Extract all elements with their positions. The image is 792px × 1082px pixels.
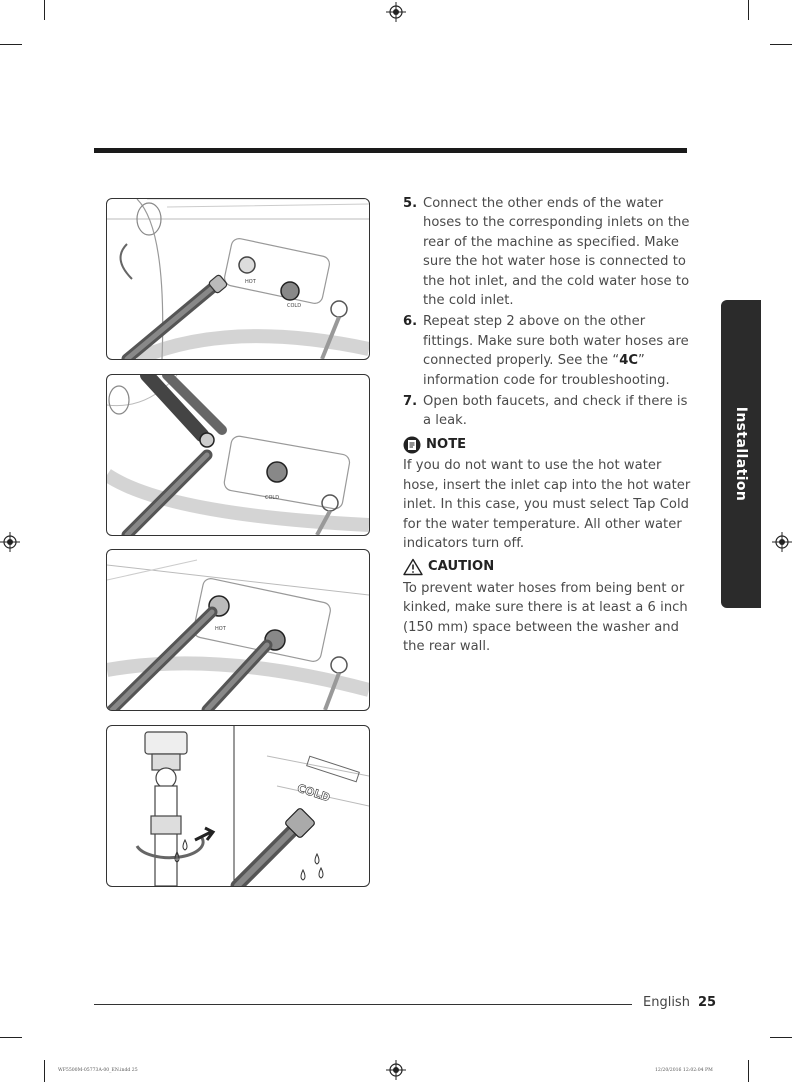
step-number: 6. [403, 314, 418, 330]
print-slug-file: WF5500M-05773A-00_EN.indd 25 [58, 1068, 138, 1073]
inlet-label-cold: COLD [265, 495, 280, 501]
crop-mark [44, 0, 45, 20]
crop-mark [748, 0, 749, 20]
step-text: Repeat step 2 above on the other fittings. Make sure both water hoses are connected properly. See the “ [423, 314, 689, 369]
print-slug-date: 12/20/2016 12:02:04 PM [655, 1068, 713, 1073]
figure-tighten-pliers [106, 374, 370, 536]
figure-hose-connection [106, 198, 370, 360]
crop-mark [748, 1060, 749, 1082]
step-text: Open both faucets, and check if there is a leak. [423, 394, 688, 429]
step-text: ” information code for troubleshooting. [423, 353, 670, 388]
warning-triangle-icon [403, 558, 423, 576]
step-6 [403, 312, 693, 390]
step-number: 5. [403, 196, 418, 211]
inlet-label-cold: COLD [287, 303, 302, 309]
note-text: If you do not want to use the hot water hose, insert the inlet cap into the hot water inlet. In this case, you must select Tap Cold for the water temperature. All other water indicators turn off. [403, 458, 691, 551]
note-label: NOTE [426, 436, 467, 452]
caution-label: CAUTION [428, 559, 495, 575]
registration-mark-icon [386, 1060, 406, 1080]
header-rule [94, 148, 687, 153]
crop-mark [0, 44, 22, 45]
figure-both-hoses [106, 549, 370, 711]
figure-leak-check [106, 725, 370, 887]
step-number: 7. [403, 394, 418, 410]
instructions-column [403, 194, 693, 660]
registration-mark-icon [0, 532, 20, 552]
crop-mark [44, 1060, 45, 1082]
footer-language: English [643, 995, 690, 1010]
caution-heading [403, 557, 693, 576]
note-icon [403, 436, 421, 454]
registration-mark-icon [772, 532, 792, 552]
caution-text: To prevent water hoses from being bent or kinked, make sure there is at least a 6 inch (150 mm) space between the washer and the rear wall. [403, 580, 688, 654]
inlet-label-hot: HOT [245, 279, 256, 285]
step-text: Connect the other ends of the water hoses to the corresponding inlets on the rear of the machine as specified. Make sure the hot water hose is connected to the hot inlet, and the cold water hose to the cold inlet. [423, 196, 690, 309]
step-7 [403, 392, 693, 431]
crop-mark [770, 44, 792, 45]
footer-rule [94, 1004, 632, 1005]
step-5 [403, 194, 693, 310]
inlet-label-hot: HOT [215, 626, 226, 632]
crop-mark [770, 1037, 792, 1038]
info-code: 4C [619, 353, 639, 369]
registration-mark-icon [386, 2, 406, 22]
crop-mark [0, 1037, 22, 1038]
section-tab [721, 300, 761, 608]
section-tab-label: Installation [733, 406, 749, 502]
inlet-label-cold: COLD [295, 781, 332, 805]
page-number: 25 [698, 995, 717, 1010]
note-heading [403, 435, 693, 454]
